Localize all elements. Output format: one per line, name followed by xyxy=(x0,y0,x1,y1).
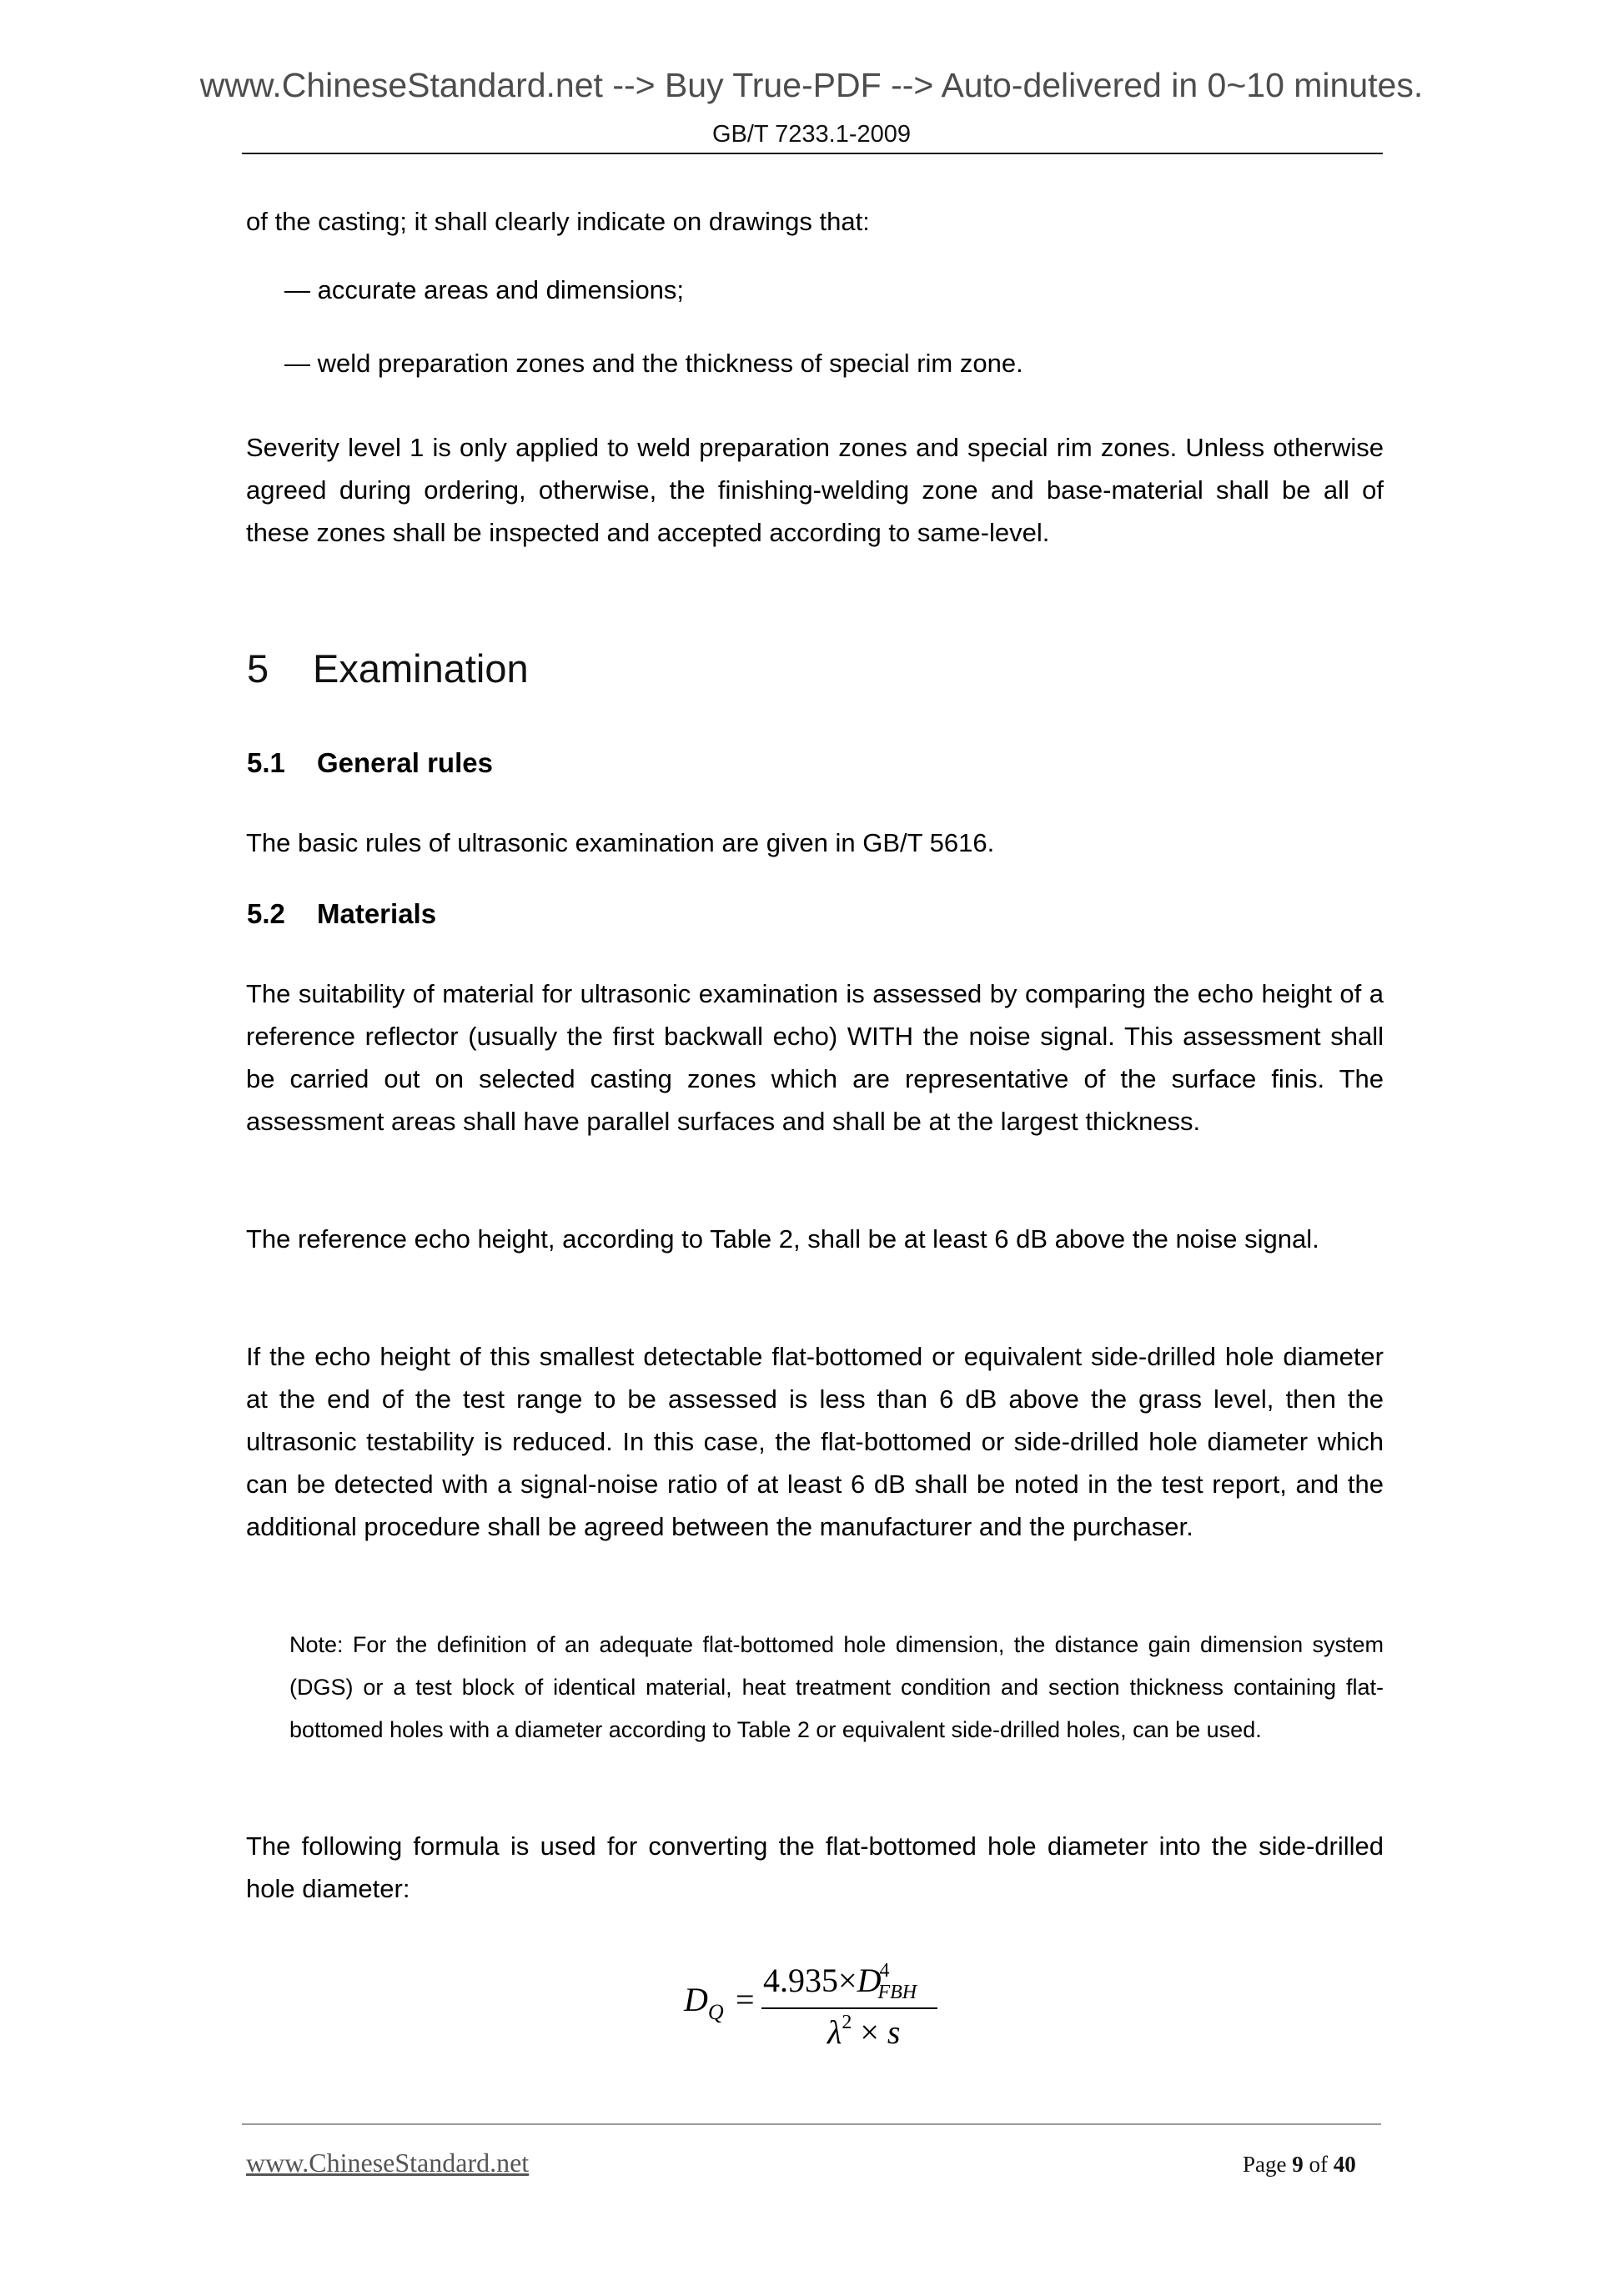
section-heading-5-2 xyxy=(247,896,436,932)
materials-paragraph: The suitability of material for ultrasonic examination is assessed by comparing the echo height of a reference reflector (usually the first backwall echo) WITH the noise signal. This assessment shall be carried out on selected casting zones which are representative of the surface finis. The assessment areas shall have parallel surfaces and shall be at the largest thickness. xyxy=(246,979,1384,1136)
section-heading-5 xyxy=(247,644,529,694)
section-title: Materials xyxy=(317,898,437,929)
section-title: Examination xyxy=(313,646,529,691)
header-divider xyxy=(242,153,1383,154)
conversion-formula xyxy=(676,1960,951,2052)
standard-code: GB/T 7233.1-2009 xyxy=(711,121,912,148)
fraction-bar xyxy=(761,2007,937,2009)
formula-intro-paragraph: The following formula is used for converting the flat-bottomed hole diameter into the side-drilled hole diameter: xyxy=(246,1831,1384,1903)
section-heading-5-1 xyxy=(247,745,493,781)
section-title: General rules xyxy=(317,747,493,778)
bullet-item: — accurate areas and dimensions; xyxy=(284,275,685,304)
page-number: Page 9 of 40 xyxy=(1243,2152,1356,2177)
footer-divider xyxy=(242,2123,1381,2125)
intro-line: of the casting; it shall clearly indicate on drawings that: xyxy=(246,207,870,236)
formula-lhs: $D_Q$ xyxy=(684,1981,724,2024)
reference-echo-paragraph: The reference echo height, according to Table 2, shall be at least 6 dB above the noise signal. xyxy=(246,1224,1319,1254)
severity-paragraph: Severity level 1 is only applied to weld preparation zones and special rim zones. Unless otherwise agreed during ordering, otherwise, the finishing-welding zone and base-material shall be all of these zones shall be inspected and accepted according to same-level. xyxy=(246,433,1384,547)
formula-equals: = xyxy=(736,1981,755,2018)
echo-height-paragraph: If the echo height of this smallest detectable flat-bottomed or equivalent side-drilled hole diameter at the end of the test range to be assessed is less than 6 dB above the grass level, then the ultrasonic testability is reduced. In this case, the flat-bottomed or side-drilled hole diameter which can be detected with a signal-noise ratio of at least 6 dB shall be noted in the test report, and the additional procedure shall be agreed between the manufacturer and the purchaser. xyxy=(246,1342,1384,1541)
section-number: 5.1 xyxy=(247,747,285,778)
section-number: 5 xyxy=(247,646,269,691)
formula-numerator: $4.935\times D^4_{FBH}$ xyxy=(763,1960,917,2003)
section-number: 5.2 xyxy=(247,898,285,929)
note-paragraph: Note: For the definition of an adequate flat-bottomed hole dimension, the distance gain dimension system (DGS) or a test block of identical material, heat treatment condition and section thickness containing flat-bottomed holes with a diameter according to Table 2 or equivalent side-drilled holes, can be used. xyxy=(289,1632,1384,1742)
promo-banner: www.ChineseStandard.net --> Buy True-PDF --> Auto-delivered in 0~10 minutes. xyxy=(199,66,1424,104)
general-rules-paragraph: The basic rules of ultrasonic examination are given in GB/T 5616. xyxy=(246,828,995,857)
bullet-item: — weld preparation zones and the thickness of special rim zone. xyxy=(284,349,1023,378)
formula-denominator: $\lambda^2 \times s$ xyxy=(827,2012,901,2051)
footer-website-link[interactable]: www.ChineseStandard.net xyxy=(246,2148,530,2178)
